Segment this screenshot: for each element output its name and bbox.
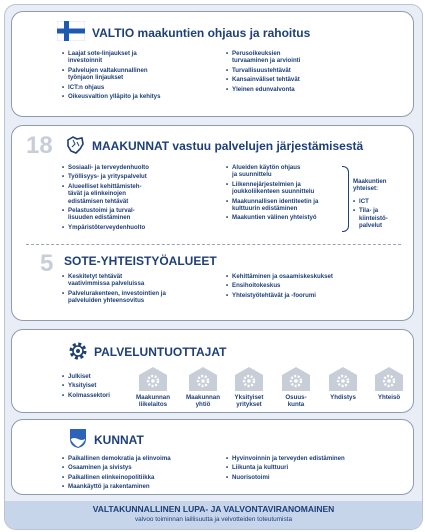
kunnat-title: KUNNAT [94, 433, 144, 447]
sote-count: 5 [40, 250, 54, 277]
list-item: • Turvallisuustehtävät [226, 67, 386, 74]
map-icon [64, 134, 86, 156]
valtio-right-list [226, 50, 386, 95]
list-item: • Hyvinvoinnin ja terveyden edistäminen [226, 455, 411, 462]
list-item: • Maakuntien välinen yhteistyö [226, 214, 348, 221]
list-item: • ICT:n ohjaus [62, 84, 212, 91]
house-gear-icon [328, 366, 358, 392]
footer-title: VALTAKUNNALLINEN LUPA- JA VALVONTAVIRANOMAINEN [92, 504, 335, 514]
list-item: • ICT [353, 198, 411, 205]
list-item: • Työllisyys- ja yrityspalvelut [62, 173, 212, 180]
section-divider [26, 244, 401, 245]
list-item: • Laajat sote-linjaukset ja investoinnit [62, 50, 212, 65]
list-item: • Paikallinen elinkeinopolitiikka [62, 474, 232, 481]
list-item: • Liikunta ja kulttuuri [226, 464, 411, 471]
list-item: • Yksityiset [62, 382, 132, 389]
house-gear-icon [374, 366, 404, 392]
list-item: • Kehittäminen ja osaamiskeskukset [226, 273, 396, 280]
list-item: • Kolmassektori [62, 392, 132, 399]
shared-bracket [342, 166, 349, 232]
provider-type-list [62, 373, 132, 401]
shared-list [353, 198, 411, 232]
palveluntuottajat-card [11, 329, 414, 413]
list-item: • Maakunnallisen identiteetin ja kulttuurin edistäminen [226, 198, 348, 213]
diagram-frame [4, 4, 423, 530]
list-item: • Perusoikeuksien turvaaminen ja arviointi [226, 50, 386, 65]
list-item: • Maankäyttö ja rakentaminen [62, 483, 232, 490]
gear-icon [67, 340, 89, 362]
valtio-left-list [62, 50, 212, 102]
supervisory-authority-banner [5, 501, 422, 529]
list-item: • Palvelurakenteen, investointien ja palveluiden yhteensovitus [62, 290, 222, 305]
kunnat-left-list [62, 455, 232, 493]
shared-title: Maakuntien yhteiset: [353, 178, 387, 193]
list-item: • Liikennejärjestelmien ja joukkoliikenteen suunnittelu [226, 181, 348, 196]
list-item: • Paikallinen demokratia ja elinvoima [62, 455, 232, 462]
list-item: • Ensihoitokeskus [226, 282, 396, 289]
list-item: • Oikeusvaltion ylläpito ja kehitys [62, 93, 212, 100]
list-item: • Pelastustoimi ja turval- lisuuden edistäminen [62, 207, 212, 222]
provider-label: Maakunnan yhtiö [185, 394, 221, 409]
kunnat-card [11, 419, 414, 495]
sote-title: SOTE-YHTEISTYÖALUEET [64, 254, 217, 268]
coat-of-arms-icon [69, 428, 87, 449]
maakunnat-card [11, 125, 414, 321]
list-item: • Yleinen edunvalvonta [226, 86, 386, 93]
list-item: • Ympäristöterveydenhuolto [62, 224, 212, 231]
provider-label: Yhteisö [377, 394, 401, 401]
list-item: • Keskitetyt tehtävät vaativimmissa palveluissa [62, 273, 222, 288]
house-gear-icon [188, 366, 218, 392]
kunnat-right-list [226, 455, 411, 483]
footer-subtitle: valvoo toiminnan laillisuutta ja velvotteiden toteutumista [134, 516, 292, 523]
list-item: • Yhteistyötehtävät ja -foorumi [226, 292, 396, 299]
list-item: • Alueiden käytön ohjaus ja suunnittelu [226, 164, 348, 179]
finland-flag-icon [57, 21, 85, 41]
maakunnat-left-list [62, 164, 212, 233]
house-gear-icon [234, 366, 264, 392]
provider-label: Maakunnan liikelaitos [135, 394, 171, 409]
list-item: • Palvelujen valtakunnallinen työnjaon linjaukset [62, 67, 212, 82]
provider-label: Osuus- kunta [285, 394, 307, 409]
valtio-title: VALTIO maakuntien ohjaus ja rahoitus [92, 26, 311, 40]
maakunnat-title: MAAKUNNAT vastuu palvelujen järjestämisestä [92, 139, 364, 153]
list-item: • Nuorisotoimi [226, 474, 411, 481]
palveluntuottajat-title: PALVELUNTUOTTAJAT [94, 345, 227, 359]
list-item: • Kansainväliset tehtävät [226, 76, 386, 83]
valtio-card [11, 11, 414, 117]
house-gear-icon [138, 366, 168, 392]
provider-label: Yksityiset yritykset [234, 394, 264, 409]
sote-right-list [226, 273, 396, 301]
list-item: • Osaaminen ja sivistys [62, 464, 232, 471]
house-gear-icon [281, 366, 311, 392]
list-item: • Tila- ja kiinteistö- palvelut [353, 207, 411, 229]
provider-label: Yhdistys [330, 394, 356, 401]
maakunnat-count: 18 [26, 132, 53, 159]
list-item: • Julkiset [62, 373, 132, 380]
list-item: • Alueelliset kehittämisteh- tävät ja elinkeinojen edistämisen tehtävät [62, 183, 212, 205]
sote-left-list [62, 273, 222, 307]
maakunnat-right-list [226, 164, 348, 224]
list-item: • Sosiaali- ja terveydenhuolto [62, 164, 212, 171]
